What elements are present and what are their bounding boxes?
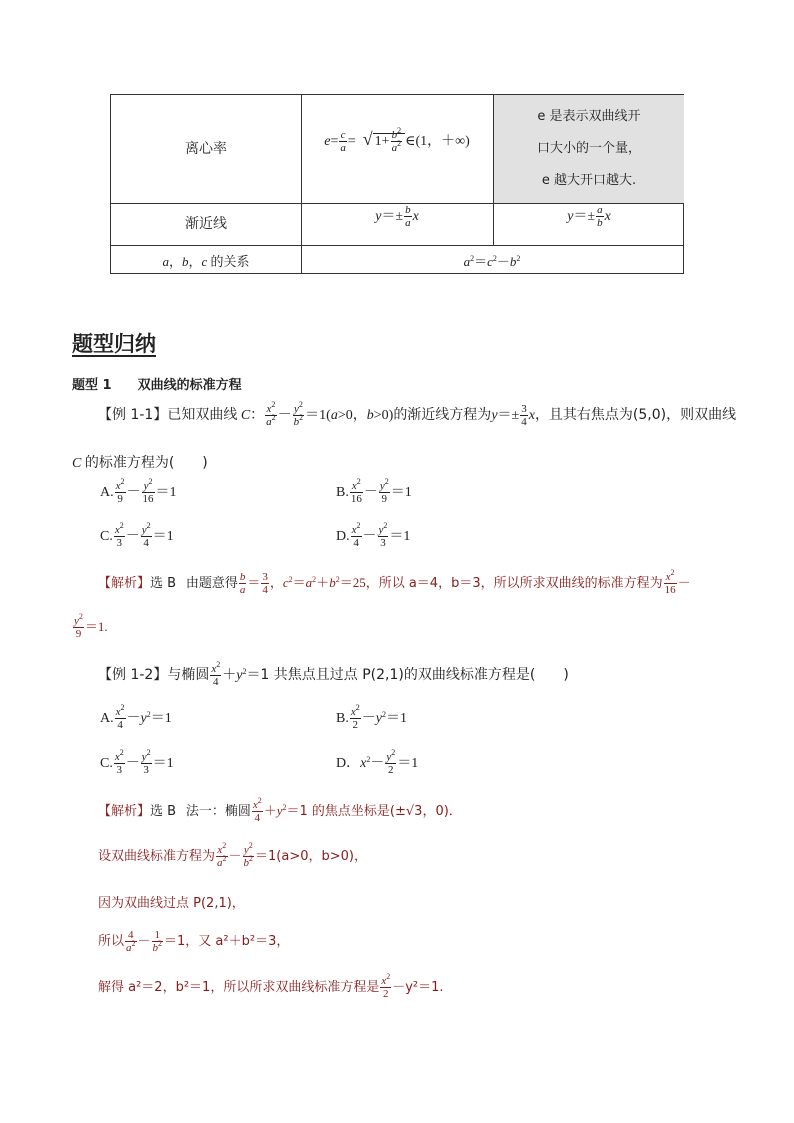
- abc-relation-formula: $a^2=c^2-b^2$: [463, 254, 521, 269]
- example2-option-d: D．$x^2-$ $\frac{y^2}{2}$ ＝1: [336, 748, 419, 776]
- answer-text: 解得 a²＝2，b²＝1，所以所求双曲线标准方程是: [98, 980, 380, 995]
- example2-step2: 因为双曲线过点 P(2,1)，: [98, 896, 245, 911]
- stem-text: 与椭圆: [167, 667, 210, 684]
- example1-option-c: C. $\frac{x^2}{3}$ － $\frac{y^2}{4}$ ＝1: [100, 521, 174, 549]
- note-line: e 是表示双曲线开: [537, 109, 641, 124]
- example-tag: 【例 1-1】: [98, 407, 168, 424]
- option-letter: B.: [336, 711, 349, 727]
- stem-text: ，且其右焦点为(5,0)，则双曲线: [534, 407, 737, 424]
- example2-option-b: B. $\frac{x^2}{2}$ $-y^2=1$: [336, 703, 407, 731]
- example2-step4: 解得 a²＝2，b²＝1，所以所求双曲线标准方程是 $\frac{x^2}{2}$ －y²＝1.: [98, 972, 444, 1001]
- answer-text: ，所以 a＝4，b＝3，所以所求双曲线的标准方程为: [365, 576, 663, 591]
- hyperbola-properties-table: [110, 94, 684, 274]
- example1-option-b: B. $\frac{x^2}{16}$ － $\frac{y^2}{9}$ ＝1: [336, 477, 412, 505]
- answer-choice: 选 B: [150, 576, 177, 591]
- answer-text: 所以: [98, 934, 125, 949]
- answer-tag: 【解析】: [98, 804, 151, 819]
- answer-text: －y²＝1.: [392, 980, 444, 995]
- answer-tag: 【解析】: [98, 576, 151, 591]
- example2-option-c: C. $\frac{x^2}{3}$ － $\frac{y^2}{3}$ ＝1: [100, 748, 174, 776]
- row-label-eccentricity: 离心率: [185, 141, 227, 157]
- table-divider: [111, 245, 683, 246]
- row-label-asymptote: 渐近线: [185, 216, 227, 232]
- answer-choice: 选 B: [150, 804, 177, 819]
- example2-answer: 【解析】选 B 法一：椭圆 $\frac{x^2}{4}$ $+y^2=1$ 的焦点坐标是(±√3，0)．: [98, 796, 462, 825]
- example-tag: 【例 1-2】: [98, 667, 168, 684]
- asymptote-formula-right: y＝± $\frac{a}{b}$ x: [567, 204, 611, 229]
- eccentricity-formula: e= $\frac{c}{a}$ = √ 1+ $\frac{b^2}{a^2}$ ∈(1，＋∞): [324, 125, 470, 154]
- stem-text: ＝1 共焦点且过点 P(2,1)的双曲线标准方程是( ): [246, 667, 569, 684]
- table-divider: [301, 95, 302, 273]
- option-letter: D．: [336, 756, 361, 772]
- row-label-abc-relation: a，b，c 的关系: [162, 254, 250, 270]
- stem-text: 的渐近线方程为: [393, 407, 492, 424]
- note-line: 口大小的一个量，: [536, 141, 641, 156]
- example1-option-d: D. $\frac{x^2}{4}$ － $\frac{y^2}{3}$ ＝1: [336, 521, 411, 549]
- option-letter: C.: [100, 529, 113, 545]
- example1-option-a: A. $\frac{x^2}{9}$ － $\frac{y^2}{16}$ ＝1: [100, 477, 177, 505]
- example1-answer: 【解析】选 B 由题意得 $\frac{b}{a}$ ＝ $\frac{3}{4}$ ，$c^2=a^2+b^2=25$，所以 a＝4，b＝3，所以所求双曲线的标准方程为 $\frac{x^2}{16}$ －: [98, 568, 691, 597]
- answer-text: ＝1 的焦点坐标是(±√3，0)．: [286, 804, 462, 819]
- example2-option-a: A. $\frac{x^2}{4}$ $-y^2=1$: [100, 703, 172, 731]
- example2-step1: 设双曲线标准方程为 $\frac{x^2}{a^2}$ － $\frac{y^2}{b^2}$ ＝1(a>0，b>0)，: [98, 841, 367, 870]
- stem-text: 的标准方程为( ): [84, 455, 208, 471]
- answer-text: ＝1.: [84, 619, 108, 634]
- stem-text: 已知双曲线: [167, 407, 238, 424]
- option-letter: A.: [100, 485, 114, 501]
- option-letter: D.: [336, 529, 350, 545]
- section-title: 题型归纳: [72, 332, 156, 356]
- answer-text: ＝1(a>0，b>0)，: [255, 849, 367, 864]
- answer-text: 法一：椭圆: [185, 804, 251, 819]
- note-line: e 越大开口越大.: [541, 173, 637, 188]
- option-letter: B.: [336, 485, 349, 501]
- eccentricity-note: [494, 101, 684, 197]
- answer-text: ＝1，又 a²＋b²＝3，: [164, 934, 290, 949]
- answer-text: 设双曲线标准方程为: [98, 849, 216, 864]
- example1-stem: 【例 1-1】已知双曲线 C： $\frac{x^2}{a^2}$ － $\frac{y^2}{b^2}$ ＝1(a>0，b>0)的渐近线方程为y＝± $\frac{3}{4}$ x，且其右焦点为(5,0)，则双曲线: [98, 400, 737, 428]
- example2-stem: 【例 1-2】与椭圆 $\frac{x^2}{4}$ $+y^2=1$ 共焦点且过点 P(2,1)的双曲线标准方程是( ): [98, 660, 569, 688]
- subsection-title: 题型 1 双曲线的标准方程: [72, 378, 242, 393]
- example1-stem-line2: C 的标准方程为( ): [72, 455, 208, 471]
- answer-text: 由题意得: [185, 576, 238, 591]
- option-letter: C.: [100, 756, 113, 772]
- example1-answer-line2: $\frac{y^2}{9}$ ＝1.: [74, 612, 108, 641]
- asymptote-formula-left: y＝± $\frac{b}{a}$ x: [375, 204, 419, 229]
- option-letter: A.: [100, 711, 114, 727]
- example2-step3: 所以 $\frac{4}{a^2}$ － $\frac{1}{b^2}$ ＝1，又 a²＋b²＝3，: [98, 929, 290, 955]
